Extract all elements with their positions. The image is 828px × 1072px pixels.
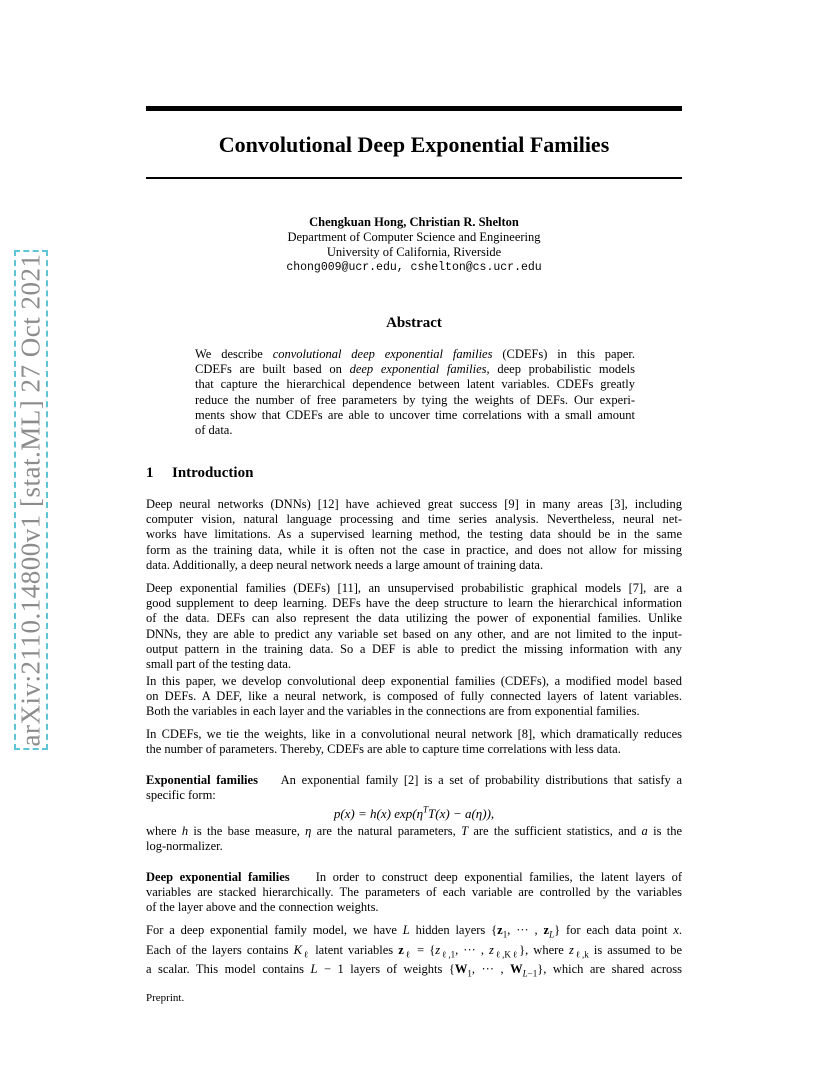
author-block	[146, 215, 682, 275]
arxiv-stamp	[14, 250, 48, 750]
paragraph-heading: Exponential families	[146, 773, 258, 787]
paragraph-line: form as the training data, while it is often not the case in practice, and does not allow for missing	[146, 542, 682, 557]
paragraph-line: variables are stacked hierarchically. The parameters of each variable are controlled by the variables	[146, 885, 682, 900]
paragraph-heading: Deep exponential families	[146, 870, 290, 884]
abstract-line: ments show that CDEFs are able to uncover time correlations with a small amount	[195, 407, 635, 422]
abstract-line: We describe convolutional deep exponential families (CDEFs) in this paper.	[195, 347, 635, 361]
paragraph-line: the number of parameters. Thereby, CDEFs are able to capture time correlations with less data.	[146, 742, 621, 757]
paragraph-dnn	[146, 497, 682, 573]
paragraph-line: DNNs, they are able to predict any variable set based on any other, and are not limited to the input-	[146, 626, 682, 641]
paragraph-line: Both the variables in each layer and the variables in the connections are from exponential families.	[146, 704, 640, 719]
paragraph-line: Each of the layers contains $K_\ell$ latent variables $z_\ell = \{z_{\ell,1}$, ··· , $z_{\ell,K\ell}$}, where $z_{\ell,k}$ is assumed to be	[146, 942, 682, 960]
paragraph-line: data. Additionally, a deep neural network needs a large amount of training data.	[146, 557, 544, 572]
title-top-rule	[146, 106, 682, 111]
section-title: Introduction	[172, 465, 254, 481]
paragraph-line: log-normalizer.	[146, 839, 223, 854]
abstract-line: reduce the number of free parameters by tying the weights of DEFs. Our experi-	[195, 392, 635, 407]
paragraph-line: Deep neural networks (DNNs) [12] have achieved great success [9] in many areas [3], including	[146, 497, 682, 511]
paper-title: Convolutional Deep Exponential Families	[218, 132, 610, 157]
paragraph-deep-exp	[146, 870, 682, 916]
paragraph-model	[146, 923, 682, 982]
paragraph-line: specific form:	[146, 788, 216, 803]
paragraph-line: output pattern in the training data. So a DEF is able to predict the missing information with any	[146, 641, 682, 656]
citation-link[interactable]: 8	[521, 727, 529, 741]
paragraph-line: Exponential families An exponential family [2] is a set of probability distributions that satisfy a	[146, 773, 682, 787]
paragraph-line: In CDEFs, we tie the weights, like in a convolutional neural network [8], which dramatically reduces	[146, 727, 682, 741]
section-number: 1	[146, 465, 154, 481]
abstract-body	[195, 347, 635, 438]
paragraph-line: For a deep exponential family model, we have L hidden layers {$z_1$, ··· , $z_L$} for each data point x.	[146, 923, 682, 940]
paragraph-tie-weights	[146, 727, 682, 757]
paragraph-line: small part of the testing data.	[146, 657, 292, 672]
paragraph-line: Deep exponential families (DEFs) [11], an unsupervised probabilistic graphical models [7], are a	[146, 581, 682, 595]
title-bottom-rule	[146, 177, 682, 179]
citation-link[interactable]: 11	[341, 581, 354, 595]
abstract-line: of data.	[195, 423, 233, 438]
paragraph-cdef	[146, 674, 682, 720]
paragraph-exp-definitions	[146, 824, 682, 854]
paragraph-def	[146, 581, 682, 672]
paragraph-line: computer vision, natural language processing and time series analysis. Nevertheless, neural net-	[146, 512, 682, 527]
paragraph-line: In this paper, we develop convolutional deep exponential families (CDEFs), a modified model based	[146, 674, 682, 688]
paragraph-line: Deep exponential families In order to construct deep exponential families, the latent layers of	[146, 870, 682, 884]
equation-text: p(x) = h(x) $\exp(\eta^TT(x) - a(\eta))$,	[333, 805, 495, 822]
paragraph-line: where h is the base measure, η are the natural parameters, T are the sufficient statistics, and a is the	[146, 824, 682, 838]
author-emails: chong009@ucr.edu, cshelton@cs.ucr.edu	[286, 261, 542, 274]
author-department: Department of Computer Science and Engineering	[287, 230, 541, 244]
citation-link[interactable]: 9	[508, 497, 515, 511]
paragraph-exp-families	[146, 773, 682, 803]
citation-link[interactable]: 2	[408, 773, 415, 787]
citation-link[interactable]: 12	[321, 497, 335, 511]
paragraph-line: a scalar. This model contains L − 1 layers of weights {$W_1$, ··· , $W_{L-1}$}, which are shared across	[146, 962, 682, 979]
paragraph-line: of the layer above and the connection weights.	[146, 900, 379, 915]
citation-link[interactable]: 3	[614, 497, 621, 511]
abstract-heading: Abstract	[386, 315, 442, 331]
paragraph-line: works have limitations. As a supervised learning method, the testing data should be in the same	[146, 527, 682, 542]
section-heading	[146, 463, 253, 483]
arxiv-stamp-text: arXiv:2110.14800v1 [stat.ML] 27 Oct 2021	[15, 253, 46, 747]
paragraph-line: on DEFs. A DEF, like a neural network, is composed of fully connected layers of latent variables.	[146, 689, 682, 704]
author-names: Chengkuan Hong, Christian R. Shelton	[309, 215, 519, 229]
citation-link[interactable]: 7	[632, 581, 640, 595]
equation	[146, 802, 682, 822]
abstract-line: CDEFs are built based on deep exponential families, deep probabilistic models	[195, 362, 635, 377]
footer-note: Preprint.	[146, 992, 185, 1004]
abstract-line: that capture the hierarchical dependence between latent variables. CDEFs greatly	[195, 377, 635, 392]
paragraph-line: good supplement to deep learning. DEFs have the deep structure to learn the hierarchical information	[146, 596, 682, 611]
paragraph-line: of the data. DEFs can also represent the data utilizing the power of exponential families. Unlike	[146, 611, 682, 626]
author-university: University of California, Riverside	[326, 245, 502, 259]
